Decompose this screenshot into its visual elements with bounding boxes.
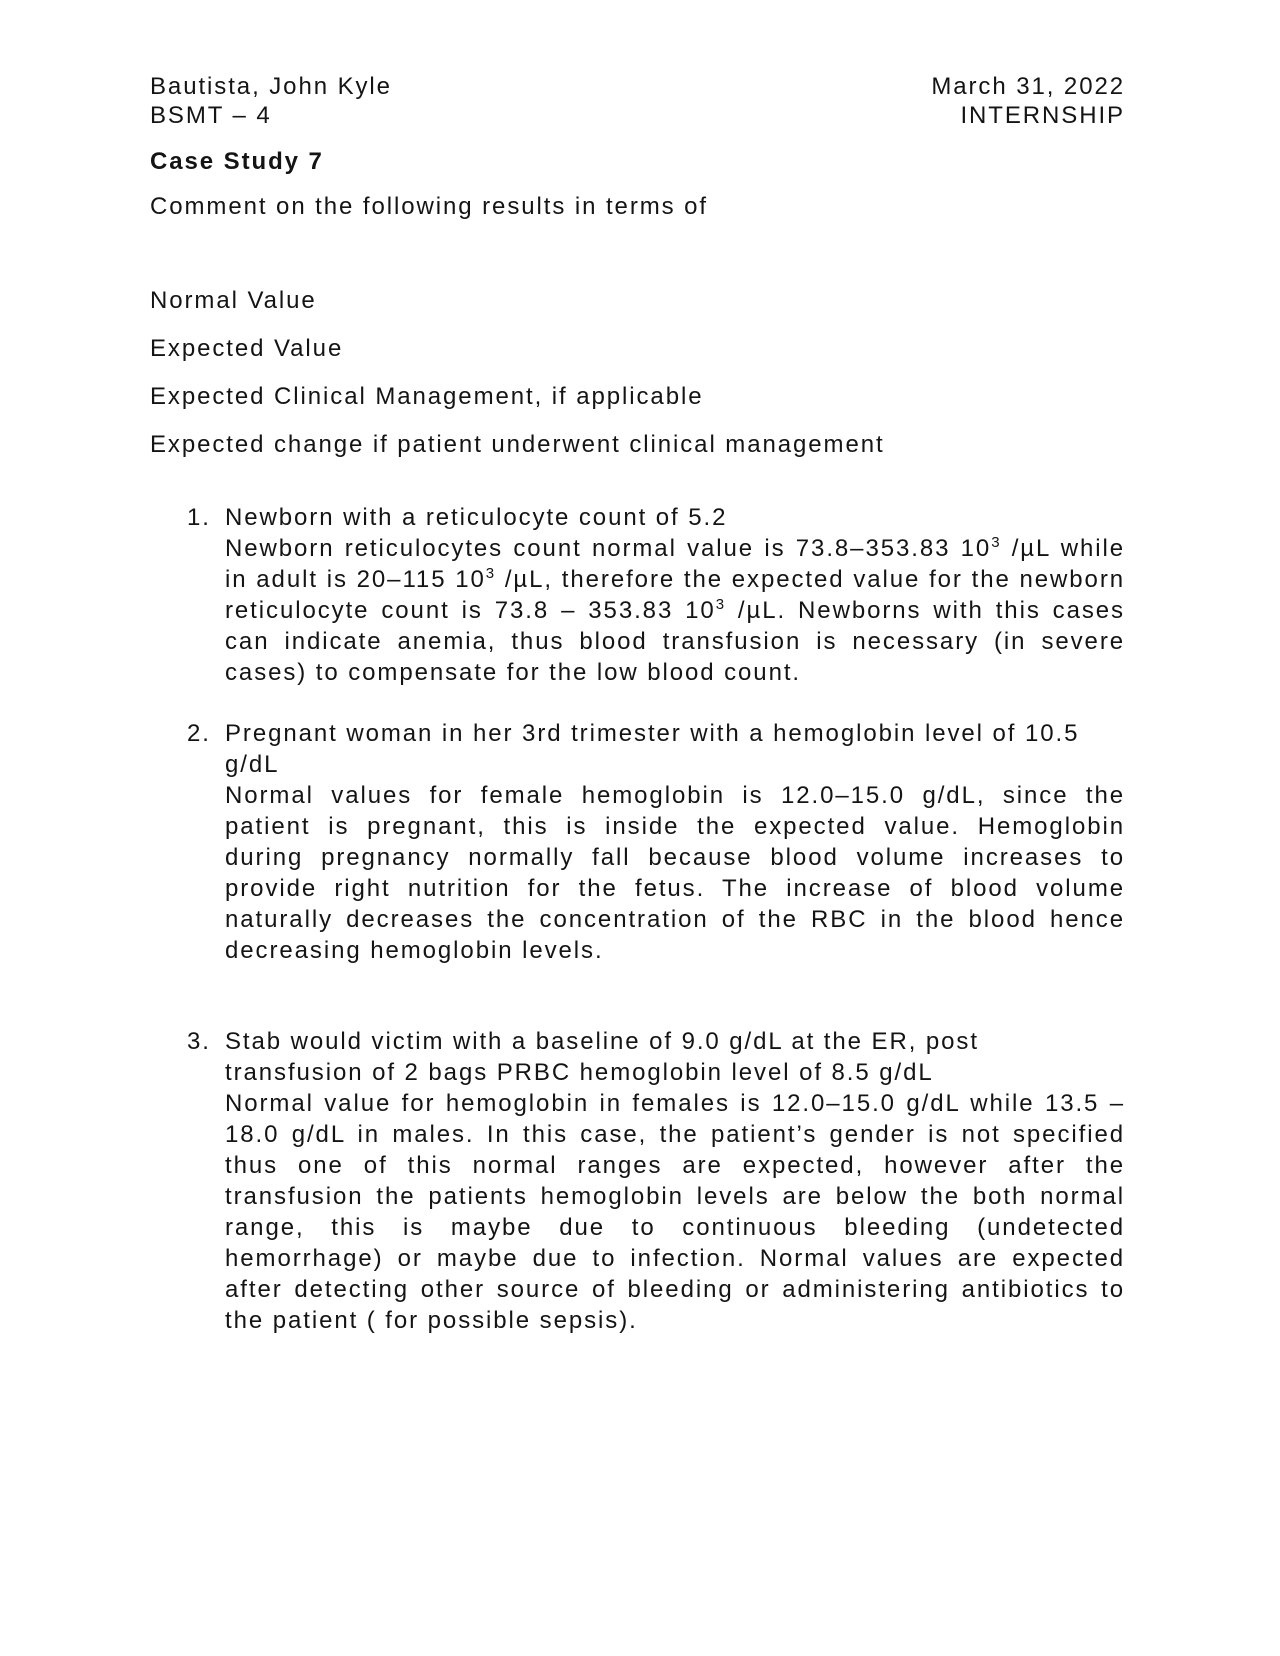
page-title: Case Study 7 [150, 148, 324, 175]
document-header [150, 72, 1125, 130]
student-program: BSMT – 4 [150, 102, 272, 129]
case-list [150, 502, 1125, 1336]
criterion: Expected Value [150, 335, 344, 362]
header-right [931, 72, 1125, 130]
document-page [150, 72, 1125, 1366]
criterion: Normal Value [150, 287, 317, 314]
case-question: Newborn with a reticulocyte count of 5.2 [225, 504, 728, 531]
intro-text: Comment on the following results in terms of [150, 193, 709, 220]
case-item [150, 718, 1125, 966]
case-number: 3. [187, 1028, 211, 1055]
course-name: INTERNSHIP [960, 102, 1125, 129]
case-answer: Normal value for hemoglobin in females is 12.0–15.0 g/dL while 13.5 – 18.0 g/dL in males. In this case, the patient’s gender is not specified thus one of this normal ranges are expected, however after the transfusion the patients hemoglobin levels are below the both normal range, this is maybe due to continuous bleeding (undetected hemorrhage) or maybe due to infection. Normal values are expected after detecting other source of bleeding or administering antibiotics to the patient ( for possible sepsis). [225, 1090, 1125, 1334]
case-item [150, 502, 1125, 688]
case-question: Pregnant woman in her 3rd trimester with a hemoglobin level of 10.5 g/dL [225, 720, 1080, 778]
case-item [150, 1026, 1125, 1336]
header-left [150, 72, 392, 130]
case-question: Stab would victim with a baseline of 9.0 g/dL at the ER, post transfusion of 2 bags PRBC hemoglobin level of 8.5 g/dL [225, 1028, 979, 1086]
case-answer: Normal values for female hemoglobin is 12.0–15.0 g/dL, since the patient is pregnant, this is inside the expected value. Hemoglobin during pregnancy normally fall because blood volume increases to provide right nutrition for the fetus. The increase of blood volume naturally decreases the concentration of the RBC in the blood hence decreasing hemoglobin levels. [225, 782, 1125, 964]
criteria-list [150, 286, 1125, 460]
document-date: March 31, 2022 [931, 73, 1125, 100]
student-name: Bautista, John Kyle [150, 73, 392, 100]
case-number: 2. [187, 720, 211, 747]
criterion: Expected change if patient underwent clinical management [150, 431, 885, 458]
criterion: Expected Clinical Management, if applicable [150, 383, 704, 410]
case-answer: Newborn reticulocytes count normal value is 73.8–353.83 $10^3$ /µL while in adult is 20–115 $10^3$ /µL, therefore the expected value for the newborn reticulocyte count is 73.8 – 353.83 $10^3$ /µL. Newborns with this cases can indicate anemia, thus blood transfusion is necessary (in severe cases) to compensate for the low blood count. [225, 534, 1125, 686]
case-number: 1. [187, 504, 211, 531]
